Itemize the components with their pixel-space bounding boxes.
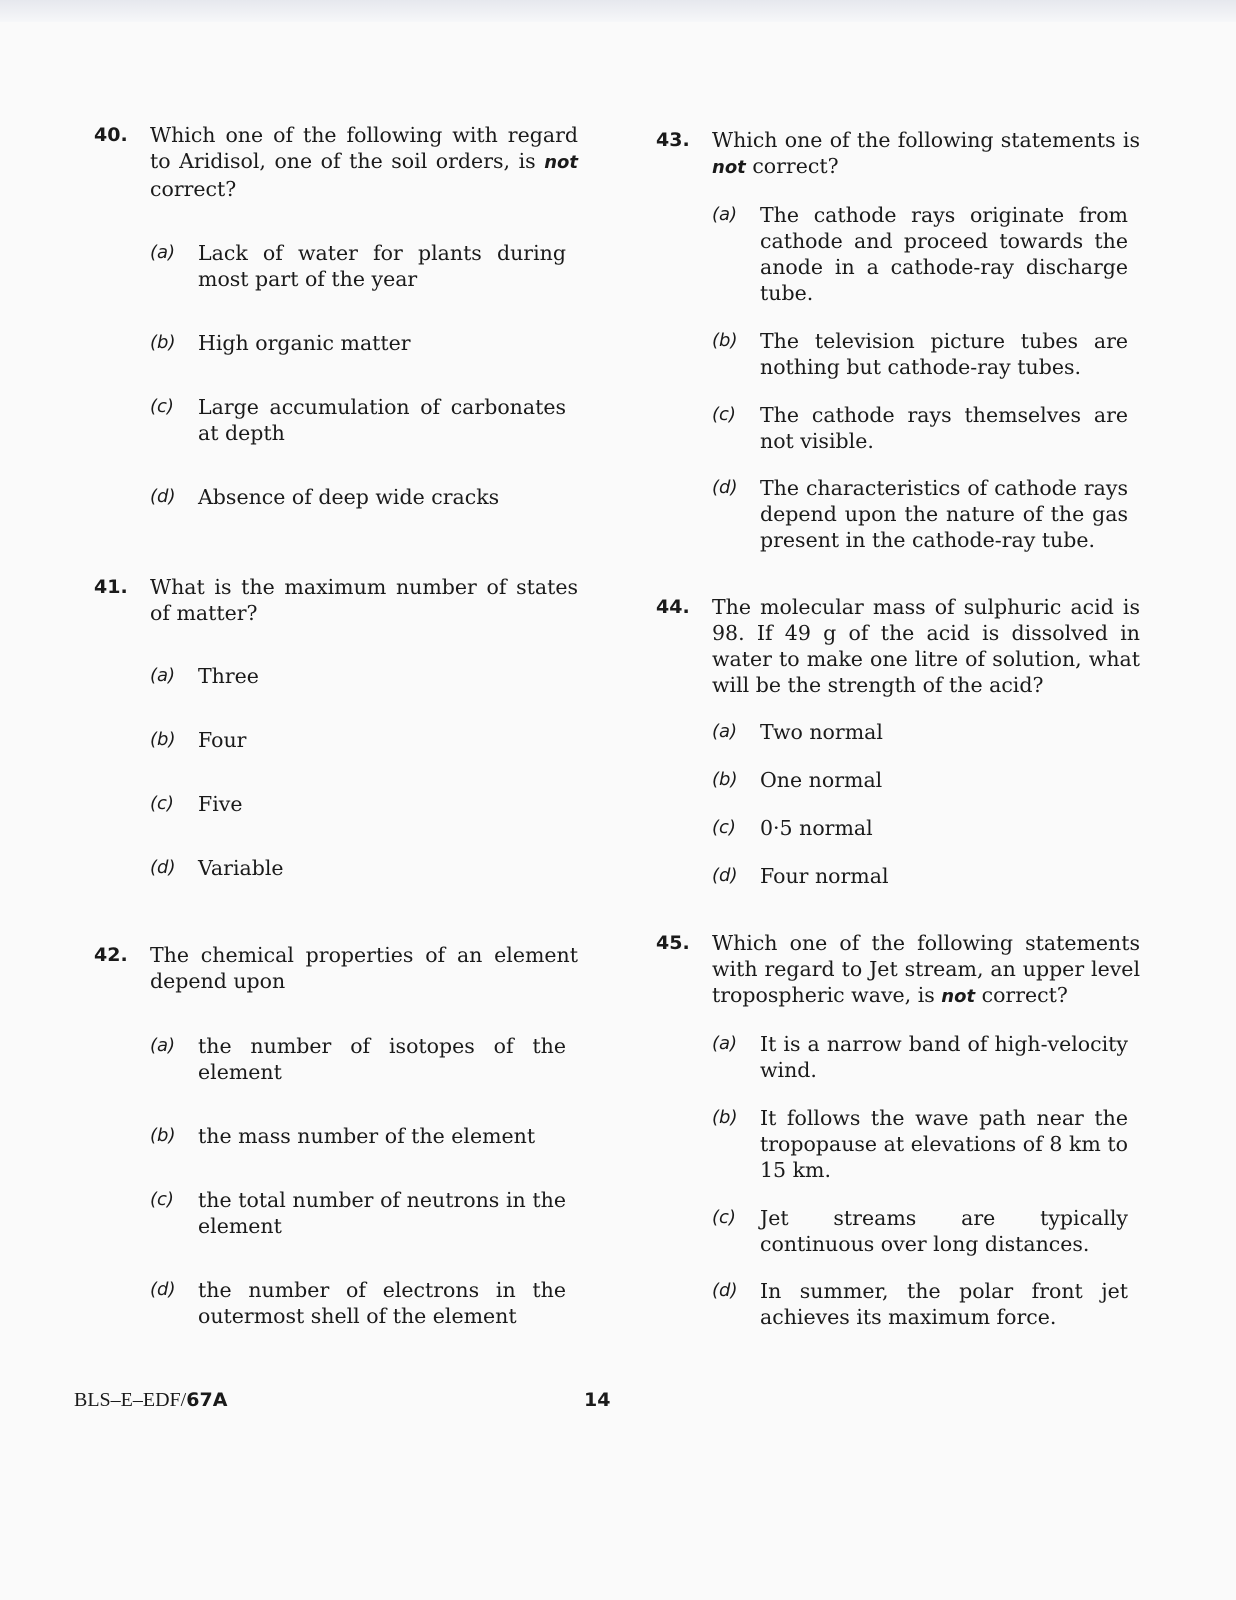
option-d: (d) Four normal <box>712 864 889 888</box>
question-number: 45. <box>656 932 690 954</box>
question-number: 42. <box>94 944 128 966</box>
option-a: (a) The cathode rays originate from cathode and proceed towards the anode in a cathode-ray discharge tube. <box>712 203 1128 305</box>
option-d: (d) The characteristics of cathode rays depend upon the nature of the gas present in the cathode-ray tube. <box>712 476 1128 552</box>
option-d: (d) the number of electrons in the outermost shell of the element <box>150 1278 566 1328</box>
question-43 <box>650 127 1140 552</box>
question-stem: 44. The molecular mass of sulphuric acid is 98. If 49 g of the acid is dissolved in water to make one litre of solution, what will be the strength of the acid? <box>656 595 1140 697</box>
emphasis-not: not <box>544 152 578 173</box>
emphasis-not: not <box>712 157 746 178</box>
option-b: (b) Four <box>150 728 247 752</box>
option-a: (a) Three <box>150 664 259 688</box>
option-a: (a) It is a narrow band of high-velocity wind. <box>712 1032 1128 1082</box>
question-41 <box>88 574 578 880</box>
question-stem: 45. Which one of the following statements with regard to Jet stream, an upper level tropospheric wave, is not correct? <box>656 931 1140 1007</box>
emphasis-not: not <box>941 986 976 1007</box>
option-c: (c) Large accumulation of carbonates at depth <box>150 395 566 445</box>
question-45 <box>650 930 1140 1329</box>
option-c: (c) The cathode rays themselves are not visible. <box>712 403 1128 453</box>
question-number: 40. <box>94 124 128 146</box>
option-a: (a) Two normal <box>712 720 883 744</box>
question-number: 41. <box>94 576 128 598</box>
option-b: (b) the mass number of the element <box>150 1124 536 1148</box>
scan-top-edge <box>0 0 1236 22</box>
option-b: (b) The television picture tubes are nothing but cathode-ray tubes. <box>712 329 1128 379</box>
question-number: 43. <box>656 129 690 151</box>
question-stem: 43. Which one of the following statements is not correct? <box>656 128 1140 178</box>
question-44 <box>650 594 1140 888</box>
option-d: (d) In summer, the polar front jet achieves its maximum force. <box>712 1279 1128 1329</box>
option-c: (c) Jet streams are typically continuous over long distances. <box>712 1206 1128 1256</box>
question-40 <box>88 122 578 509</box>
question-stem: 40. Which one of the following with regard to Aridisol, one of the soil orders, is not correct? <box>94 123 578 201</box>
question-stem: 42. The chemical properties of an element depend upon <box>94 943 578 993</box>
question-stem: 41. What is the maximum number of states of matter? <box>94 575 578 625</box>
option-b: (b) It follows the wave path near the tropopause at elevations of 8 km to 15 km. <box>712 1106 1128 1182</box>
option-a: (a) Lack of water for plants during most part of the year <box>150 241 566 291</box>
option-c: (c) the total number of neutrons in the element <box>150 1188 566 1238</box>
option-d: (d) Variable <box>150 856 284 880</box>
option-c: (c) 0·5 normal <box>712 816 873 840</box>
option-d: (d) Absence of deep wide cracks <box>150 485 500 509</box>
option-b: (b) High organic matter <box>150 331 411 355</box>
option-b: (b) One normal <box>712 768 883 792</box>
page-number: 14 <box>584 1389 611 1411</box>
option-c: (c) Five <box>150 792 243 816</box>
question-number: 44. <box>656 596 690 618</box>
booklet-code: BLS–E–EDF/67A <box>74 1389 228 1411</box>
question-42 <box>88 942 578 1328</box>
option-a: (a) the number of isotopes of the element <box>150 1034 566 1084</box>
